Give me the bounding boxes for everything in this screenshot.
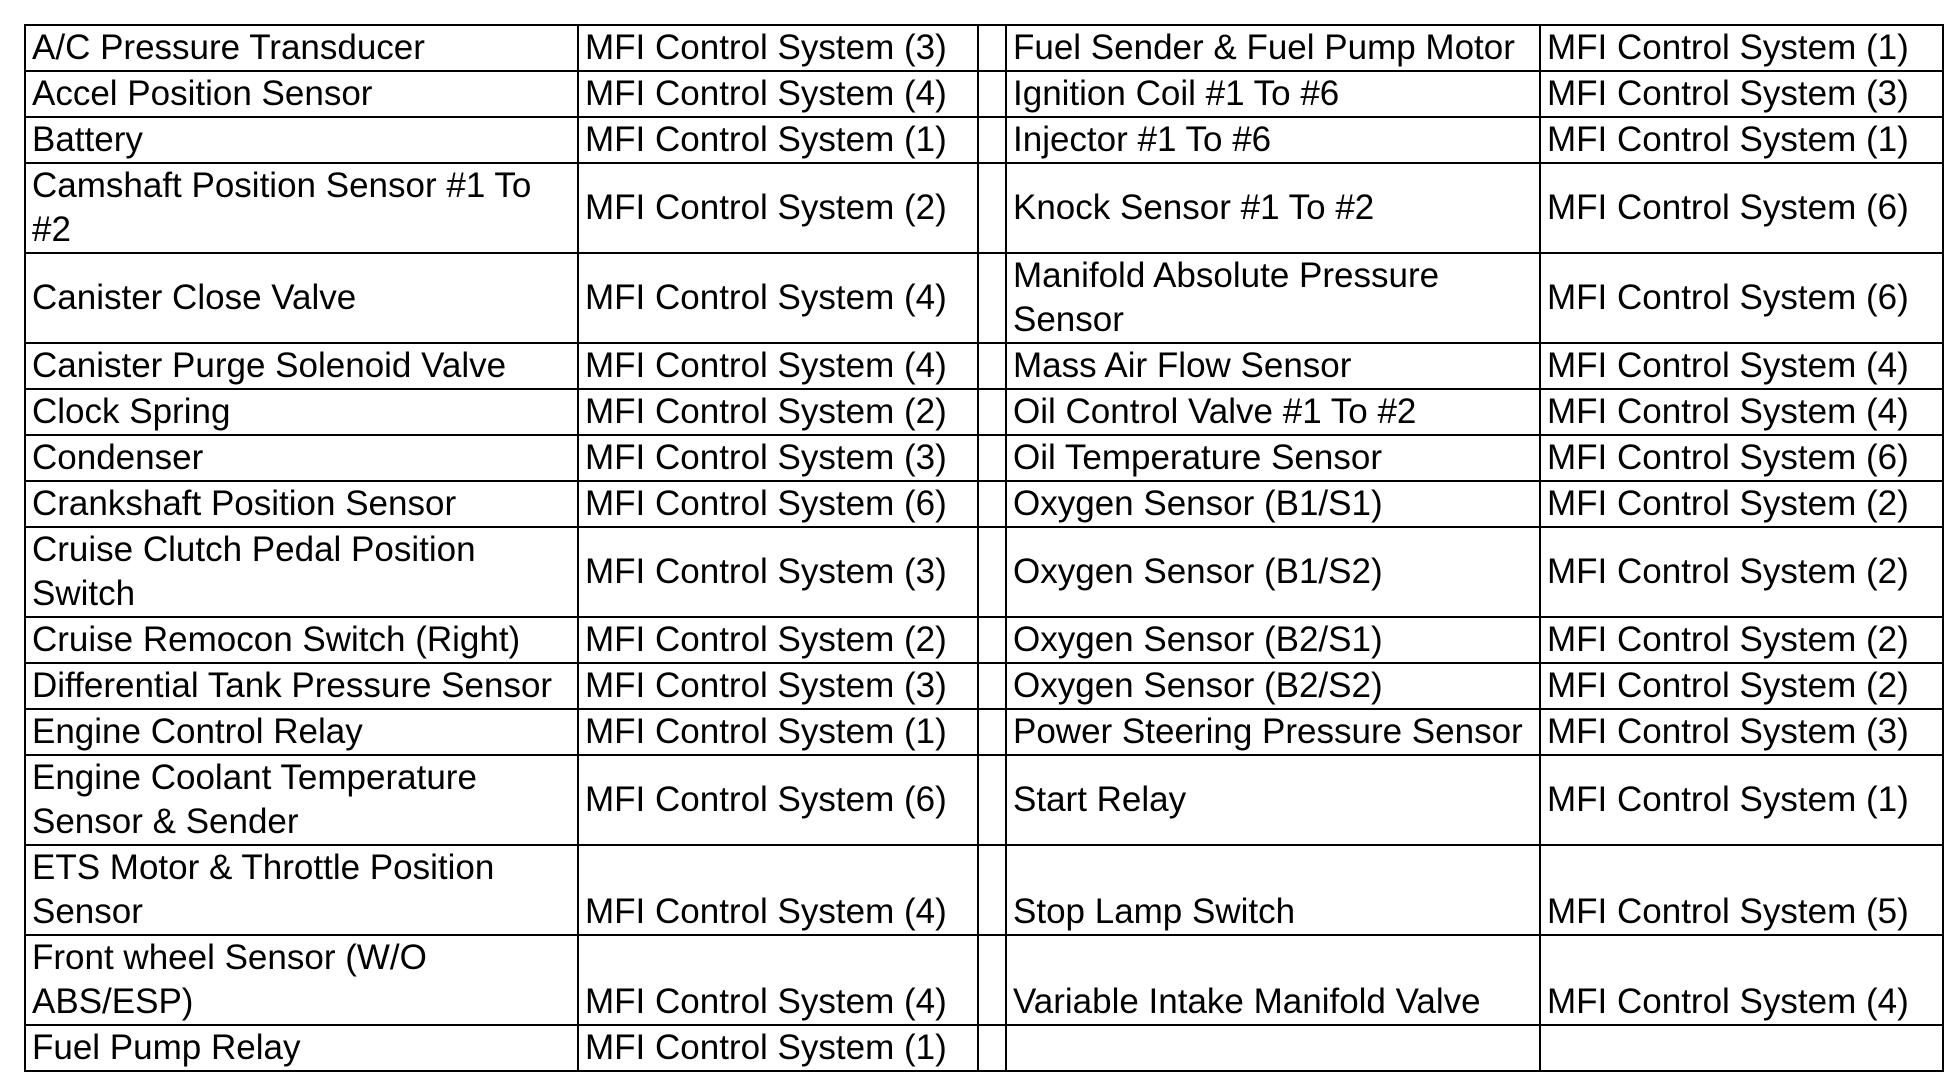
- column-gap: [978, 935, 1006, 1025]
- component-name-left: Canister Close Valve: [25, 253, 578, 343]
- system-reference-right: MFI Control System (1): [1540, 755, 1943, 845]
- component-name-left: Differential Tank Pressure Sensor: [25, 663, 578, 709]
- system-reference-right: [1540, 1025, 1943, 1071]
- table-row: [25, 389, 1943, 435]
- table-row: [25, 935, 1943, 1025]
- system-reference-right: MFI Control System (4): [1540, 389, 1943, 435]
- component-name-right: Injector #1 To #6: [1006, 117, 1540, 163]
- system-reference-left: MFI Control System (6): [578, 481, 978, 527]
- column-gap: [978, 117, 1006, 163]
- component-index-sheet: [24, 24, 1944, 1072]
- table-row: [25, 117, 1943, 163]
- column-gap: [978, 527, 1006, 617]
- component-name-left: Fuel Pump Relay: [25, 1025, 578, 1071]
- system-reference-left: MFI Control System (3): [578, 435, 978, 481]
- system-reference-right: MFI Control System (6): [1540, 253, 1943, 343]
- table-row: [25, 755, 1943, 845]
- component-index-body: [25, 25, 1943, 1071]
- component-name-right: Oxygen Sensor (B1/S2): [1006, 527, 1540, 617]
- system-reference-left: MFI Control System (6): [578, 755, 978, 845]
- component-index-table: [24, 24, 1944, 1072]
- column-gap: [978, 253, 1006, 343]
- system-reference-left: MFI Control System (1): [578, 117, 978, 163]
- component-name-left: Engine Control Relay: [25, 709, 578, 755]
- system-reference-right: MFI Control System (3): [1540, 71, 1943, 117]
- system-reference-right: MFI Control System (4): [1540, 935, 1943, 1025]
- component-name-left: Front wheel Sensor (W/O ABS/ESP): [25, 935, 578, 1025]
- column-gap: [978, 1025, 1006, 1071]
- table-row: [25, 663, 1943, 709]
- system-reference-left: MFI Control System (1): [578, 709, 978, 755]
- component-name-right: [1006, 1025, 1540, 1071]
- system-reference-left: MFI Control System (4): [578, 343, 978, 389]
- system-reference-left: MFI Control System (4): [578, 935, 978, 1025]
- column-gap: [978, 71, 1006, 117]
- component-name-left: Accel Position Sensor: [25, 71, 578, 117]
- table-row: [25, 435, 1943, 481]
- system-reference-left: MFI Control System (3): [578, 527, 978, 617]
- table-row: [25, 617, 1943, 663]
- system-reference-left: MFI Control System (2): [578, 617, 978, 663]
- table-row: [25, 343, 1943, 389]
- component-name-right: Ignition Coil #1 To #6: [1006, 71, 1540, 117]
- system-reference-left: MFI Control System (1): [578, 1025, 978, 1071]
- component-name-left: Cruise Clutch Pedal Position Switch: [25, 527, 578, 617]
- component-name-right: Start Relay: [1006, 755, 1540, 845]
- system-reference-right: MFI Control System (2): [1540, 527, 1943, 617]
- system-reference-left: MFI Control System (3): [578, 663, 978, 709]
- component-name-right: Power Steering Pressure Sensor: [1006, 709, 1540, 755]
- component-name-right: Mass Air Flow Sensor: [1006, 343, 1540, 389]
- component-name-right: Oxygen Sensor (B2/S1): [1006, 617, 1540, 663]
- system-reference-left: MFI Control System (2): [578, 389, 978, 435]
- table-row: [25, 163, 1943, 253]
- system-reference-right: MFI Control System (5): [1540, 845, 1943, 935]
- component-name-right: Oil Temperature Sensor: [1006, 435, 1540, 481]
- system-reference-left: MFI Control System (3): [578, 25, 978, 71]
- column-gap: [978, 163, 1006, 253]
- component-name-left: Engine Coolant Temperature Sensor & Sender: [25, 755, 578, 845]
- system-reference-right: MFI Control System (2): [1540, 663, 1943, 709]
- table-row: [25, 1025, 1943, 1071]
- component-name-right: Variable Intake Manifold Valve: [1006, 935, 1540, 1025]
- system-reference-left: MFI Control System (4): [578, 71, 978, 117]
- component-name-left: Condenser: [25, 435, 578, 481]
- system-reference-left: MFI Control System (2): [578, 163, 978, 253]
- table-row: [25, 25, 1943, 71]
- column-gap: [978, 755, 1006, 845]
- column-gap: [978, 617, 1006, 663]
- system-reference-right: MFI Control System (6): [1540, 163, 1943, 253]
- component-name-left: Clock Spring: [25, 389, 578, 435]
- component-name-right: Fuel Sender & Fuel Pump Motor: [1006, 25, 1540, 71]
- system-reference-left: MFI Control System (4): [578, 845, 978, 935]
- component-name-right: Manifold Absolute Pressure Sensor: [1006, 253, 1540, 343]
- column-gap: [978, 25, 1006, 71]
- column-gap: [978, 845, 1006, 935]
- system-reference-right: MFI Control System (2): [1540, 481, 1943, 527]
- table-row: [25, 253, 1943, 343]
- component-name-left: A/C Pressure Transducer: [25, 25, 578, 71]
- column-gap: [978, 709, 1006, 755]
- system-reference-right: MFI Control System (1): [1540, 25, 1943, 71]
- system-reference-right: MFI Control System (6): [1540, 435, 1943, 481]
- component-name-right: Stop Lamp Switch: [1006, 845, 1540, 935]
- table-row: [25, 709, 1943, 755]
- column-gap: [978, 663, 1006, 709]
- column-gap: [978, 435, 1006, 481]
- table-row: [25, 845, 1943, 935]
- component-name-left: Crankshaft Position Sensor: [25, 481, 578, 527]
- system-reference-right: MFI Control System (2): [1540, 617, 1943, 663]
- component-name-left: Camshaft Position Sensor #1 To #2: [25, 163, 578, 253]
- system-reference-left: MFI Control System (4): [578, 253, 978, 343]
- component-name-right: Oil Control Valve #1 To #2: [1006, 389, 1540, 435]
- component-name-left: Canister Purge Solenoid Valve: [25, 343, 578, 389]
- component-name-left: ETS Motor & Throttle Position Sensor: [25, 845, 578, 935]
- column-gap: [978, 389, 1006, 435]
- column-gap: [978, 343, 1006, 389]
- component-name-right: Oxygen Sensor (B2/S2): [1006, 663, 1540, 709]
- table-row: [25, 527, 1943, 617]
- system-reference-right: MFI Control System (3): [1540, 709, 1943, 755]
- component-name-left: Battery: [25, 117, 578, 163]
- system-reference-right: MFI Control System (1): [1540, 117, 1943, 163]
- component-name-right: Oxygen Sensor (B1/S1): [1006, 481, 1540, 527]
- component-name-left: Cruise Remocon Switch (Right): [25, 617, 578, 663]
- table-row: [25, 481, 1943, 527]
- system-reference-right: MFI Control System (4): [1540, 343, 1943, 389]
- table-row: [25, 71, 1943, 117]
- column-gap: [978, 481, 1006, 527]
- component-name-right: Knock Sensor #1 To #2: [1006, 163, 1540, 253]
